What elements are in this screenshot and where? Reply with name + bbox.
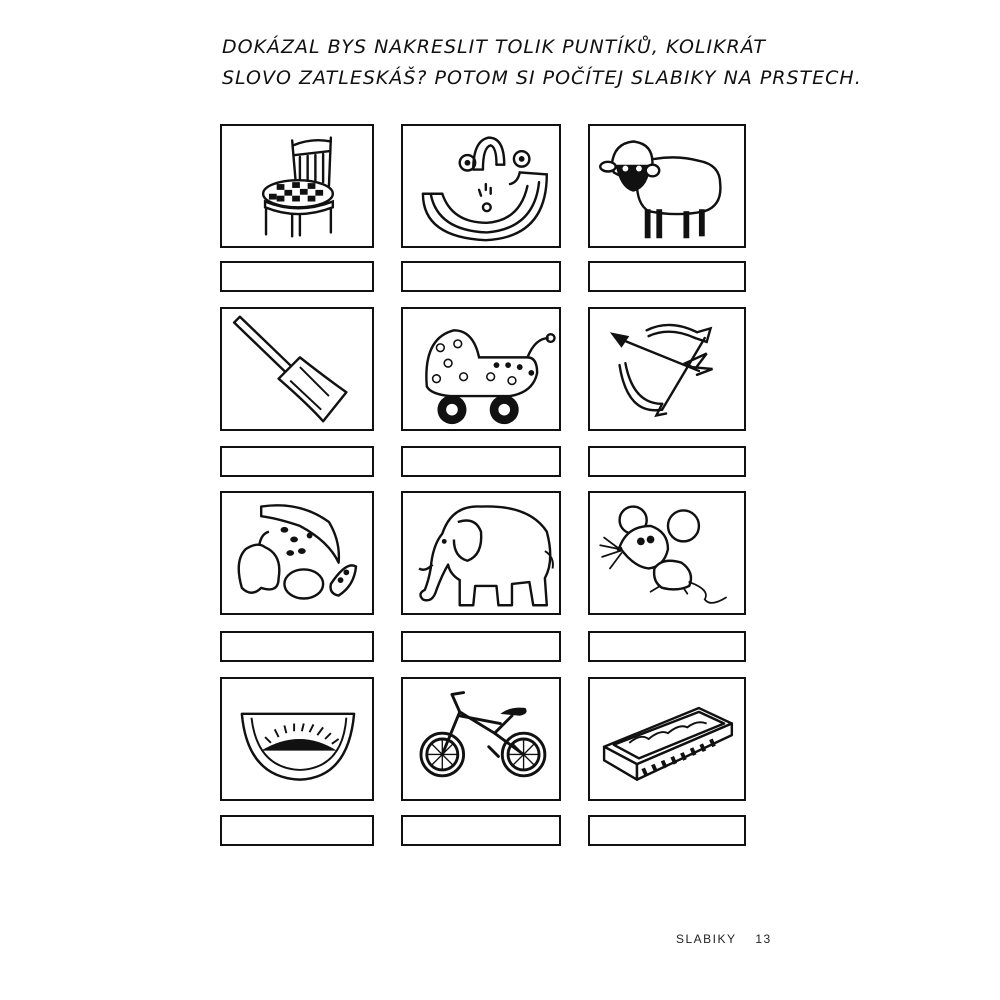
mouse-icon [590, 493, 744, 613]
picture-box-vegetables [220, 491, 374, 615]
answer-box-watermelon[interactable] [220, 815, 374, 846]
answer-box-elephant[interactable] [401, 631, 561, 662]
shovel-icon [222, 309, 372, 429]
sink-icon [403, 126, 559, 246]
picture-box-sheep [588, 124, 746, 248]
vegetables-icon [222, 493, 372, 613]
picture-box-elephant [401, 491, 561, 615]
answer-box-shovel[interactable] [220, 446, 374, 477]
answer-box-vegetables[interactable] [220, 631, 374, 662]
instructions-line-1: DOKÁZAL BYS NAKRESLIT TOLIK PUNTÍKŮ, KOLIKRÁT [222, 36, 766, 58]
watermelon-icon [222, 679, 372, 799]
picture-box-sink [401, 124, 561, 248]
picture-box-bow [588, 307, 746, 431]
picture-box-shovel [220, 307, 374, 431]
picture-box-watermelon [220, 677, 374, 801]
stroller-icon [403, 309, 559, 429]
section-title: SLABIKY [676, 932, 737, 946]
elephant-icon [403, 493, 559, 613]
answer-box-harmonica[interactable] [588, 815, 746, 846]
chair-icon [222, 126, 372, 246]
page-footer [676, 932, 772, 946]
picture-box-stroller [401, 307, 561, 431]
harmonica-icon [590, 679, 744, 799]
instructions-line-2: SLOVO ZATLESKÁŠ? POTOM SI POČÍTEJ SLABIKY NA PRSTECH. [222, 67, 862, 89]
picture-box-bicycle [401, 677, 561, 801]
answer-box-stroller[interactable] [401, 446, 561, 477]
picture-box-mouse [588, 491, 746, 615]
answer-box-sheep[interactable] [588, 261, 746, 292]
bicycle-icon [403, 679, 559, 799]
answer-box-mouse[interactable] [588, 631, 746, 662]
answer-box-sink[interactable] [401, 261, 561, 292]
sheep-icon [590, 126, 744, 246]
answer-box-bow[interactable] [588, 446, 746, 477]
answer-box-bicycle[interactable] [401, 815, 561, 846]
picture-box-chair [220, 124, 374, 248]
answer-box-chair[interactable] [220, 261, 374, 292]
page-number: 13 [755, 932, 772, 946]
bow-and-arrow-icon [590, 309, 744, 429]
picture-box-harmonica [588, 677, 746, 801]
